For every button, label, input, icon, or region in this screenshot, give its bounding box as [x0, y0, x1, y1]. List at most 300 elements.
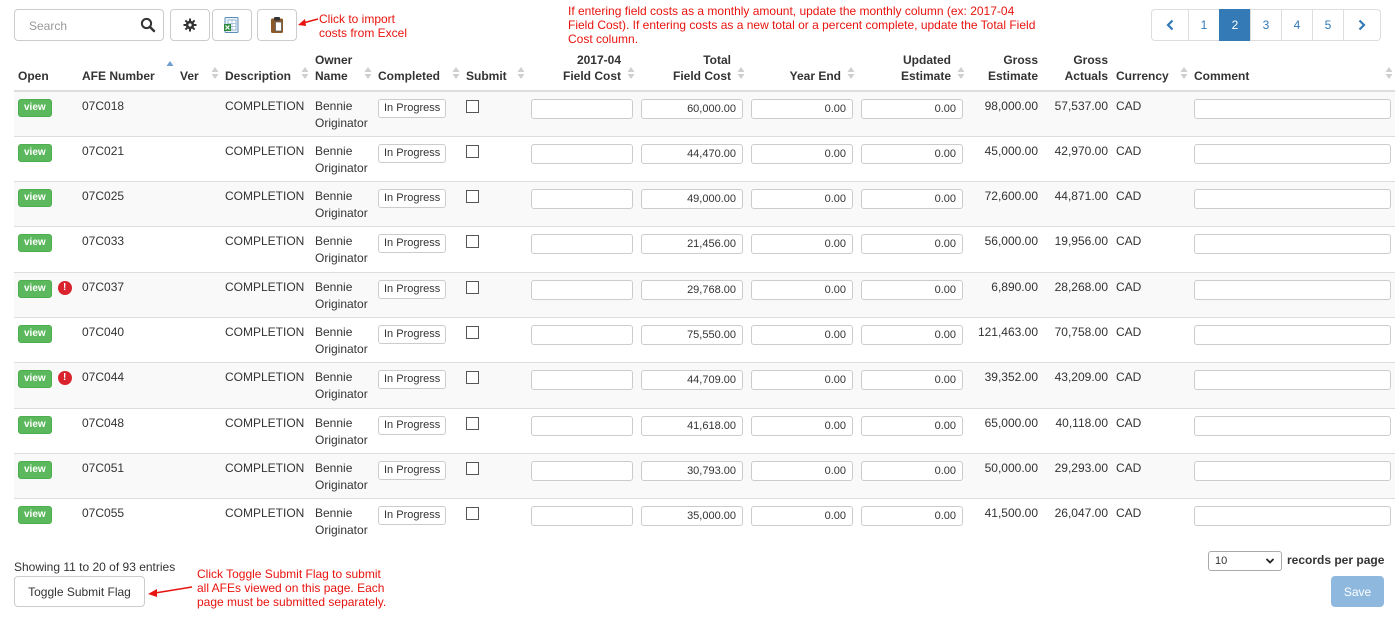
table-row: [14, 182, 1395, 227]
cell-open: [14, 453, 78, 498]
cell-month-field-cost: [527, 272, 637, 317]
cell-open: [14, 91, 78, 136]
comment-input[interactable]: [1194, 416, 1391, 436]
col-gross-actuals[interactable]: Gross Actuals: [1042, 48, 1112, 91]
cell-owner-name: [311, 136, 374, 181]
sort-icon: [1180, 66, 1188, 80]
month-field-cost-input[interactable]: [531, 234, 633, 254]
records-per-page-value: 10: [1215, 555, 1228, 567]
cell-total-field-cost: [637, 363, 747, 408]
cell-gross-estimate: 41,500.00: [967, 499, 1042, 544]
year-end-input[interactable]: 0.00: [751, 416, 853, 436]
cell-description: COMPLETION: [221, 136, 311, 181]
cell-completed: [374, 453, 462, 498]
col-ver[interactable]: Ver: [176, 48, 221, 91]
cell-submit: [462, 408, 527, 453]
cell-month-field-cost: [527, 91, 637, 136]
cell-completed: [374, 499, 462, 544]
warning-icon[interactable]: !: [58, 281, 72, 295]
col-owner-name[interactable]: Owner Name: [311, 48, 374, 91]
owner-last: Originator: [315, 477, 368, 492]
updated-estimate-input[interactable]: 0.00: [861, 416, 963, 436]
owner-last: Originator: [315, 341, 368, 356]
pager-prev-button[interactable]: [1151, 9, 1189, 41]
toggle-submit-flag-button[interactable]: Toggle Submit Flag: [14, 576, 145, 607]
cell-gross-estimate: 6,890.00: [967, 272, 1042, 317]
completion-status-button[interactable]: In Progress: [378, 189, 446, 208]
cell-ver: [176, 227, 221, 272]
comment-input[interactable]: [1194, 234, 1391, 254]
sort-icon: [364, 66, 372, 80]
col-total-field-cost[interactable]: Total Field Cost: [637, 48, 747, 91]
cell-ver: [176, 182, 221, 227]
view-button[interactable]: view: [18, 234, 52, 252]
cell-month-field-cost: [527, 408, 637, 453]
cell-completed: [374, 91, 462, 136]
year-end-input[interactable]: 0.00: [751, 189, 853, 209]
owner-first: Bennie: [315, 234, 353, 249]
cell-afe-number: 07C021: [78, 136, 176, 181]
col-completed[interactable]: Completed: [374, 48, 462, 91]
cell-open: [14, 363, 78, 408]
cell-open: [14, 136, 78, 181]
submit-checkbox[interactable]: [466, 100, 479, 113]
chevron-right-icon: [1357, 19, 1367, 31]
submit-checkbox[interactable]: [466, 371, 479, 384]
cell-comment: [1190, 182, 1395, 227]
owner-last: Originator: [315, 296, 368, 311]
total-field-cost-input[interactable]: 49,000.00: [641, 189, 743, 209]
records-per-page-label: records per page: [1287, 553, 1385, 567]
comment-input[interactable]: [1194, 280, 1391, 300]
cell-year-end: [747, 272, 857, 317]
cell-total-field-cost: [637, 499, 747, 544]
cell-total-field-cost: [637, 91, 747, 136]
sort-icon: [301, 66, 309, 80]
cell-owner-name: [311, 363, 374, 408]
submit-checkbox[interactable]: [466, 235, 479, 248]
cell-ver: [176, 91, 221, 136]
cell-gross-actuals: 26,047.00: [1042, 499, 1112, 544]
table-row: [14, 272, 1395, 317]
import-note-arrow: [297, 14, 319, 28]
cell-completed: [374, 227, 462, 272]
table-row: [14, 91, 1395, 136]
cell-open: [14, 227, 78, 272]
month-field-cost-input[interactable]: [531, 506, 633, 526]
cell-description: COMPLETION: [221, 182, 311, 227]
chevron-left-icon: [1165, 19, 1175, 31]
search-box[interactable]: [14, 9, 164, 41]
year-end-input[interactable]: 0.00: [751, 461, 853, 481]
import-excel-button[interactable]: [257, 9, 297, 41]
view-button[interactable]: view: [18, 144, 52, 162]
cell-year-end: [747, 227, 857, 272]
completion-status-button[interactable]: In Progress: [378, 99, 446, 118]
submit-checkbox[interactable]: [466, 507, 479, 520]
comment-input[interactable]: [1194, 189, 1391, 209]
owner-last: Originator: [315, 523, 368, 538]
cell-total-field-cost: [637, 182, 747, 227]
cell-gross-actuals: 57,537.00: [1042, 91, 1112, 136]
updated-estimate-input[interactable]: 0.00: [861, 234, 963, 254]
updated-estimate-input[interactable]: 0.00: [861, 144, 963, 164]
cell-ver: [176, 317, 221, 362]
cell-owner-name: [311, 182, 374, 227]
col-open: Open: [14, 48, 78, 91]
pagination: [1151, 9, 1381, 41]
cell-owner-name: [311, 91, 374, 136]
cell-submit: [462, 182, 527, 227]
year-end-input[interactable]: 0.00: [751, 325, 853, 345]
cell-year-end: [747, 136, 857, 181]
updated-estimate-input[interactable]: 0.00: [861, 99, 963, 119]
cell-comment: [1190, 272, 1395, 317]
updated-estimate-input[interactable]: 0.00: [861, 461, 963, 481]
sort-icon: [1385, 66, 1393, 80]
col-month-field-cost[interactable]: 2017-04 Field Cost: [527, 48, 637, 91]
cell-updated-estimate: [857, 363, 967, 408]
cell-open: [14, 182, 78, 227]
pager-page-2[interactable]: 2: [1219, 9, 1251, 41]
owner-first: Bennie: [315, 279, 353, 294]
month-field-cost-input[interactable]: [531, 280, 633, 300]
table-body: [14, 91, 1395, 544]
comment-input[interactable]: [1194, 99, 1391, 119]
cell-submit: [462, 136, 527, 181]
completion-status-button[interactable]: In Progress: [378, 144, 446, 163]
cell-ver: [176, 408, 221, 453]
comment-input[interactable]: [1194, 144, 1391, 164]
owner-last: Originator: [315, 160, 368, 175]
view-button[interactable]: view: [18, 370, 52, 388]
cell-gross-actuals: 40,118.00: [1042, 408, 1112, 453]
cell-currency: CAD: [1112, 136, 1190, 181]
year-end-input[interactable]: 0.00: [751, 144, 853, 164]
cell-open: [14, 272, 78, 317]
sort-asc-icon: [166, 60, 174, 74]
cell-updated-estimate: [857, 272, 967, 317]
view-button[interactable]: view: [18, 280, 52, 298]
month-field-cost-input[interactable]: [531, 461, 633, 481]
submit-checkbox[interactable]: [466, 462, 479, 475]
cell-gross-actuals: 43,209.00: [1042, 363, 1112, 408]
cell-gross-actuals: 42,970.00: [1042, 136, 1112, 181]
cell-gross-estimate: 121,463.00: [967, 317, 1042, 362]
cell-gross-estimate: 45,000.00: [967, 136, 1042, 181]
table-row: [14, 227, 1395, 272]
cell-description: COMPLETION: [221, 272, 311, 317]
cell-updated-estimate: [857, 136, 967, 181]
cell-ver: [176, 136, 221, 181]
total-field-cost-input[interactable]: 30,793.00: [641, 461, 743, 481]
cell-description: COMPLETION: [221, 408, 311, 453]
afe-table: [14, 48, 1395, 544]
cell-submit: [462, 363, 527, 408]
cell-year-end: [747, 453, 857, 498]
cell-afe-number: 07C033: [78, 227, 176, 272]
view-button[interactable]: view: [18, 416, 52, 434]
cell-open: [14, 408, 78, 453]
cell-month-field-cost: [527, 227, 637, 272]
owner-first: Bennie: [315, 99, 353, 113]
cell-year-end: [747, 182, 857, 227]
updated-estimate-input[interactable]: 0.00: [861, 370, 963, 390]
col-updated-estimate[interactable]: Updated Estimate: [857, 48, 967, 91]
owner-last: Originator: [315, 432, 368, 447]
table-row: [14, 136, 1395, 181]
warning-icon[interactable]: !: [58, 371, 72, 385]
cell-total-field-cost: [637, 453, 747, 498]
cell-gross-estimate: 56,000.00: [967, 227, 1042, 272]
cell-currency: CAD: [1112, 227, 1190, 272]
submit-checkbox[interactable]: [466, 145, 479, 158]
cell-gross-actuals: 28,268.00: [1042, 272, 1112, 317]
owner-first: Bennie: [315, 143, 353, 158]
search-input[interactable]: [27, 17, 137, 35]
view-button[interactable]: view: [18, 99, 52, 117]
cell-description: COMPLETION: [221, 317, 311, 362]
submit-checkbox[interactable]: [466, 190, 479, 203]
cell-comment: [1190, 317, 1395, 362]
comment-input[interactable]: [1194, 506, 1391, 526]
pager-page-3[interactable]: 3: [1250, 9, 1282, 41]
excel-export-icon: [223, 16, 241, 34]
pager-page-5[interactable]: 5: [1312, 9, 1344, 41]
total-field-cost-input[interactable]: 29,768.00: [641, 280, 743, 300]
pager-next-button[interactable]: [1343, 9, 1381, 41]
cell-updated-estimate: [857, 91, 967, 136]
cell-comment: [1190, 136, 1395, 181]
cell-completed: [374, 272, 462, 317]
cell-description: COMPLETION: [221, 453, 311, 498]
owner-last: Originator: [315, 251, 368, 266]
month-field-cost-input[interactable]: [531, 99, 633, 119]
updated-estimate-input[interactable]: 0.00: [861, 189, 963, 209]
total-field-cost-input[interactable]: 21,456.00: [641, 234, 743, 254]
cell-owner-name: [311, 408, 374, 453]
owner-first: Bennie: [315, 324, 353, 339]
total-field-cost-input[interactable]: 60,000.00: [641, 99, 743, 119]
comment-input[interactable]: [1194, 461, 1391, 481]
submit-checkbox[interactable]: [466, 417, 479, 430]
cell-owner-name: [311, 317, 374, 362]
entries-summary: Showing 11 to 20 of 93 entries: [14, 560, 176, 574]
cell-ver: [176, 363, 221, 408]
cell-month-field-cost: [527, 453, 637, 498]
cell-year-end: [747, 91, 857, 136]
table-row: [14, 363, 1395, 408]
col-submit[interactable]: Submit: [462, 48, 527, 91]
month-field-cost-input[interactable]: [531, 325, 633, 345]
table-header-row: [14, 48, 1395, 91]
month-field-cost-input[interactable]: [531, 144, 633, 164]
year-end-input[interactable]: 0.00: [751, 234, 853, 254]
submit-checkbox[interactable]: [466, 281, 479, 294]
year-end-input[interactable]: 0.00: [751, 506, 853, 526]
completion-status-button[interactable]: In Progress: [378, 234, 446, 253]
cell-currency: CAD: [1112, 317, 1190, 362]
col-afe-number[interactable]: AFE Number: [78, 48, 176, 91]
cell-updated-estimate: [857, 227, 967, 272]
cell-owner-name: [311, 499, 374, 544]
table-row: [14, 453, 1395, 498]
cell-month-field-cost: [527, 499, 637, 544]
cell-year-end: [747, 408, 857, 453]
cell-gross-estimate: 98,000.00: [967, 91, 1042, 136]
col-gross-estimate[interactable]: Gross Estimate: [967, 48, 1042, 91]
cell-total-field-cost: [637, 317, 747, 362]
toggle-annotation: Click Toggle Submit Flag to submit all AFEs viewed on this page. Each page must be submitted separately.: [197, 567, 387, 609]
completion-status-button[interactable]: In Progress: [378, 461, 446, 480]
total-field-cost-input[interactable]: 44,470.00: [641, 144, 743, 164]
total-field-cost-input[interactable]: 35,000.00: [641, 506, 743, 526]
cell-submit: [462, 227, 527, 272]
cell-updated-estimate: [857, 182, 967, 227]
col-description[interactable]: Description: [221, 48, 311, 91]
cell-year-end: [747, 363, 857, 408]
cell-total-field-cost: [637, 408, 747, 453]
month-field-cost-input[interactable]: [531, 189, 633, 209]
cell-year-end: [747, 499, 857, 544]
owner-first: Bennie: [315, 460, 353, 475]
cell-currency: CAD: [1112, 182, 1190, 227]
cell-total-field-cost: [637, 136, 747, 181]
cell-month-field-cost: [527, 182, 637, 227]
field-cost-annotation: If entering field costs as a monthly amount, update the monthly column (ex: 2017-04 Field Cost). If entering costs as a new total or a percent complete, update the Total Field Cost column.: [568, 4, 1036, 46]
table-row: [14, 499, 1395, 544]
comment-input[interactable]: [1194, 370, 1391, 390]
month-field-cost-input[interactable]: [531, 370, 633, 390]
cell-afe-number: 07C048: [78, 408, 176, 453]
total-field-cost-input[interactable]: 44,709.00: [641, 370, 743, 390]
cell-currency: CAD: [1112, 408, 1190, 453]
cell-submit: [462, 91, 527, 136]
settings-button[interactable]: [170, 9, 210, 41]
cell-afe-number: 07C037: [78, 272, 176, 317]
sort-icon: [211, 66, 219, 80]
owner-first: Bennie: [315, 189, 353, 204]
completion-status-button[interactable]: In Progress: [378, 280, 446, 299]
cell-description: COMPLETION: [221, 363, 311, 408]
cell-gross-actuals: 29,293.00: [1042, 453, 1112, 498]
cell-ver: [176, 499, 221, 544]
cell-gross-actuals: 19,956.00: [1042, 227, 1112, 272]
cell-gross-actuals: 44,871.00: [1042, 182, 1112, 227]
cell-comment: [1190, 453, 1395, 498]
cell-total-field-cost: [637, 272, 747, 317]
completion-status-button[interactable]: In Progress: [378, 370, 446, 389]
cell-owner-name: [311, 272, 374, 317]
cell-comment: [1190, 227, 1395, 272]
cell-updated-estimate: [857, 499, 967, 544]
toggle-note-arrow: [147, 584, 193, 598]
search-icon[interactable]: [140, 17, 156, 33]
cell-total-field-cost: [637, 227, 747, 272]
view-button[interactable]: view: [18, 189, 52, 207]
cell-completed: [374, 408, 462, 453]
updated-estimate-input[interactable]: 0.00: [861, 325, 963, 345]
col-comment[interactable]: Comment: [1190, 48, 1395, 91]
cell-ver: [176, 272, 221, 317]
owner-last: Originator: [315, 206, 368, 221]
cell-currency: CAD: [1112, 499, 1190, 544]
clipboard-import-icon: [269, 16, 285, 34]
cell-open: [14, 317, 78, 362]
cell-submit: [462, 499, 527, 544]
view-button[interactable]: view: [18, 325, 52, 343]
total-field-cost-input[interactable]: 41,618.00: [641, 416, 743, 436]
completion-status-button[interactable]: In Progress: [378, 506, 446, 525]
month-field-cost-input[interactable]: [531, 416, 633, 436]
cell-afe-number: 07C018: [78, 91, 176, 136]
sort-icon: [847, 66, 855, 80]
updated-estimate-input[interactable]: 0.00: [861, 280, 963, 300]
chevron-down-icon: [1265, 556, 1275, 566]
total-field-cost-input[interactable]: 75,550.00: [641, 325, 743, 345]
col-currency[interactable]: Currency: [1112, 48, 1190, 91]
owner-last: Originator: [315, 387, 368, 402]
year-end-input[interactable]: 0.00: [751, 280, 853, 300]
sort-icon: [627, 66, 635, 80]
cell-gross-estimate: 50,000.00: [967, 453, 1042, 498]
cell-gross-actuals: 70,758.00: [1042, 317, 1112, 362]
cell-gross-estimate: 72,600.00: [967, 182, 1042, 227]
cell-completed: [374, 136, 462, 181]
completion-status-button[interactable]: In Progress: [378, 325, 446, 344]
cell-currency: CAD: [1112, 272, 1190, 317]
cell-afe-number: 07C025: [78, 182, 176, 227]
cell-comment: [1190, 499, 1395, 544]
save-button[interactable]: Save: [1331, 576, 1384, 607]
updated-estimate-input[interactable]: 0.00: [861, 506, 963, 526]
cell-month-field-cost: [527, 136, 637, 181]
owner-first: Bennie: [315, 370, 353, 385]
import-annotation: Click to import costs from Excel: [319, 12, 408, 40]
cell-description: COMPLETION: [221, 227, 311, 272]
cell-currency: CAD: [1112, 363, 1190, 408]
comment-input[interactable]: [1194, 325, 1391, 345]
sort-icon: [452, 66, 460, 80]
cell-owner-name: [311, 453, 374, 498]
cell-afe-number: 07C051: [78, 453, 176, 498]
view-button[interactable]: view: [18, 506, 52, 524]
cell-updated-estimate: [857, 453, 967, 498]
cell-comment: [1190, 91, 1395, 136]
submit-checkbox[interactable]: [466, 326, 479, 339]
export-excel-button[interactable]: [212, 9, 252, 41]
pager-page-1[interactable]: 1: [1188, 9, 1220, 41]
pager-page-4[interactable]: 4: [1281, 9, 1313, 41]
cell-gross-estimate: 39,352.00: [967, 363, 1042, 408]
completion-status-button[interactable]: In Progress: [378, 416, 446, 435]
cell-afe-number: 07C044: [78, 363, 176, 408]
year-end-input[interactable]: 0.00: [751, 99, 853, 119]
cell-description: COMPLETION: [221, 91, 311, 136]
cell-open: [14, 499, 78, 544]
cell-comment: [1190, 408, 1395, 453]
cell-comment: [1190, 363, 1395, 408]
view-button[interactable]: view: [18, 461, 52, 479]
year-end-input[interactable]: 0.00: [751, 370, 853, 390]
col-year-end[interactable]: Year End: [747, 48, 857, 91]
records-per-page-select[interactable]: [1208, 551, 1282, 571]
cell-month-field-cost: [527, 363, 637, 408]
cell-description: COMPLETION: [221, 499, 311, 544]
cell-owner-name: [311, 227, 374, 272]
cell-month-field-cost: [527, 317, 637, 362]
cell-afe-number: 07C055: [78, 499, 176, 544]
